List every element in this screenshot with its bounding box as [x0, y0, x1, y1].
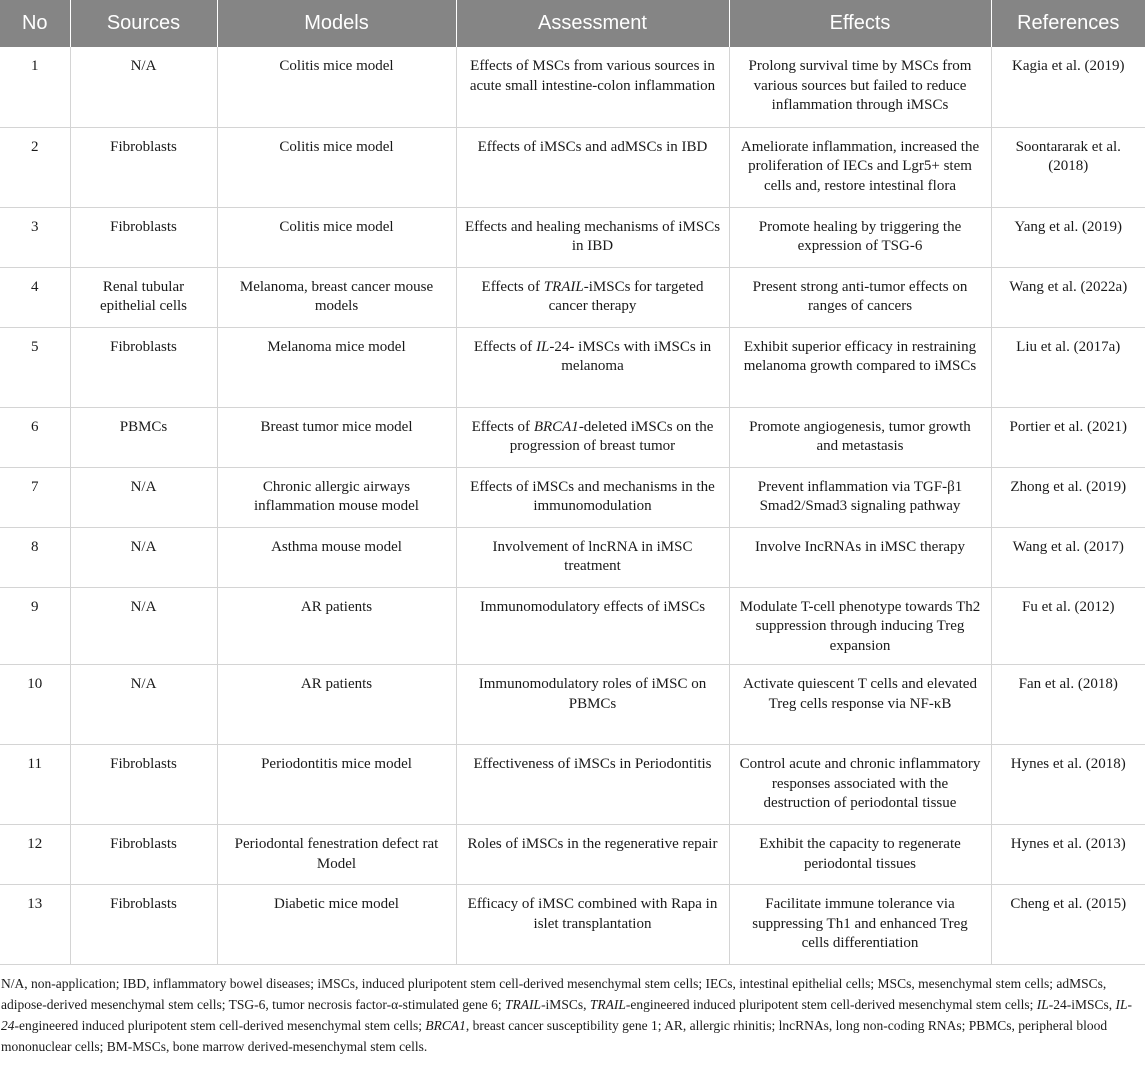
cell-source: Fibroblasts — [70, 745, 217, 825]
footnote-text: -24-iMSCs, — [1048, 997, 1116, 1012]
table-row — [0, 587, 1145, 665]
cell-reference: Hynes et al. (2018) — [991, 745, 1145, 825]
cell-no: 9 — [0, 587, 70, 665]
table-row — [0, 47, 1145, 127]
assessment-text: Effects of iMSCs and adMSCs in IBD — [477, 138, 708, 155]
cell-model: Diabetic mice model — [217, 885, 456, 965]
cell-no: 8 — [0, 527, 70, 587]
assessment-text: Effects of MSCs from various sources in acute small intestine-colon inflammation — [469, 58, 716, 94]
cell-no: 5 — [0, 327, 70, 407]
assessment-text: Involvement of lncRNA in iMSC treatment — [492, 538, 693, 574]
table-row — [0, 825, 1145, 885]
cell-effect: Ameliorate inflammation, increased the proliferation of IECs and Lgr5+ stem cells and, restore intestinal flora — [729, 127, 991, 207]
cell-reference: Zhong et al. (2019) — [991, 467, 1145, 527]
cell-model: Melanoma, breast cancer mouse models — [217, 267, 456, 327]
footnote-text: , breast cancer susceptibility gene 1; AR, allergic rhinitis; lncRNAs, long non-coding RNAs; PBMCs, peripheral blood mononuclear cells; BM-MSCs, bone marrow derived-mesenchymal stem cells. — [1, 1018, 1108, 1054]
cell-no: 12 — [0, 825, 70, 885]
cell-effect: Exhibit the capacity to regenerate periodontal tissues — [729, 825, 991, 885]
cell-assessment — [456, 327, 729, 407]
header-models: Models — [217, 0, 456, 47]
cell-assessment — [456, 47, 729, 127]
cell-reference: Wang et al. (2022a) — [991, 267, 1145, 327]
assessment-text: Efficacy of iMSC combined with Rapa in islet transplantation — [467, 896, 718, 932]
table-row — [0, 327, 1145, 407]
cell-assessment — [456, 207, 729, 267]
assessment-text: Effectiveness of iMSCs in Periodontitis — [473, 756, 712, 772]
cell-reference: Yang et al. (2019) — [991, 207, 1145, 267]
cell-model: AR patients — [217, 665, 456, 745]
cell-model: Chronic allergic airways inflammation mouse model — [217, 467, 456, 527]
cell-assessment — [456, 267, 729, 327]
assessment-text: Effects of — [473, 338, 537, 355]
cell-model: Melanoma mice model — [217, 327, 456, 407]
assessment-text: Effects and healing mechanisms of iMSCs in IBD — [464, 218, 721, 254]
assessment-text: Effects of — [471, 418, 534, 435]
cell-source: Fibroblasts — [70, 327, 217, 407]
cell-model: Breast tumor mice model — [217, 407, 456, 467]
assessment-text: -iMSCs for targeted cancer therapy — [548, 278, 704, 314]
table-header-row — [0, 0, 1145, 47]
cell-no: 3 — [0, 207, 70, 267]
cell-assessment — [456, 885, 729, 965]
assessment-text: Immunomodulatory roles of iMSC on PBMCs — [478, 676, 707, 712]
cell-assessment — [456, 127, 729, 207]
table-row — [0, 127, 1145, 207]
cell-effect: Modulate T-cell phenotype towards Th2 suppression through inducing Treg expansion — [729, 587, 991, 665]
assessment-text: -deleted iMSCs on the progression of breast tumor — [509, 418, 714, 454]
assessment-text: TRAIL — [543, 278, 584, 295]
assessment-text: -24- iMSCs with iMSCs in melanoma — [549, 338, 712, 374]
cell-source: N/A — [70, 47, 217, 127]
cell-source: Fibroblasts — [70, 825, 217, 885]
cell-model: Periodontal fenestration defect rat Model — [217, 825, 456, 885]
table-row — [0, 665, 1145, 745]
cell-assessment — [456, 587, 729, 665]
cell-no: 10 — [0, 665, 70, 745]
header-assessment: Assessment — [456, 0, 729, 47]
cell-no: 7 — [0, 467, 70, 527]
cell-assessment — [456, 665, 729, 745]
header-sources: Sources — [70, 0, 217, 47]
table-row — [0, 267, 1145, 327]
cell-no: 4 — [0, 267, 70, 327]
table-row — [0, 207, 1145, 267]
footnote-text: TRAIL — [589, 997, 626, 1012]
footnote-text: -engineered induced pluripotent stem cell-derived mesenchymal stem cells; — [625, 997, 1037, 1012]
cell-assessment — [456, 407, 729, 467]
cell-effect: Promote healing by triggering the expression of TSG-6 — [729, 207, 991, 267]
cell-source: N/A — [70, 467, 217, 527]
header-no: No — [0, 0, 70, 47]
footnote-text: -engineered induced pluripotent stem cell-derived mesenchymal stem cells; — [14, 1018, 426, 1033]
cell-effect: Present strong anti-tumor effects on ranges of cancers — [729, 267, 991, 327]
cell-reference: Liu et al. (2017a) — [991, 327, 1145, 407]
cell-reference: Fu et al. (2012) — [991, 587, 1145, 665]
assessment-text: Immunomodulatory effects of iMSCs — [479, 598, 706, 615]
cell-reference: Soontararak et al. (2018) — [991, 127, 1145, 207]
cell-effect: Prevent inflammation via TGF-β1 Smad2/Smad3 signaling pathway — [729, 467, 991, 527]
cell-no: 1 — [0, 47, 70, 127]
cell-source: N/A — [70, 527, 217, 587]
cell-assessment — [456, 825, 729, 885]
cell-effect: Promote angiogenesis, tumor growth and metastasis — [729, 407, 991, 467]
footnote-text: N/A, non-application; IBD, inflammatory bowel diseases; iMSCs, induced pluripotent stem cell-derived mesenchymal stem cells; IECs, intestinal epithelial cells; MSCs, mesenchymal stem cells; adMSCs, adipose-derived mesenchymal stem cells; TSG-6, tumor necrosis factor-α-stimulated gene 6; — [1, 976, 1107, 1012]
assessment-text: Effects of iMSCs and mechanisms in the immunomodulation — [470, 478, 715, 514]
table-row — [0, 527, 1145, 587]
table-row — [0, 407, 1145, 467]
cell-no: 11 — [0, 745, 70, 825]
cell-effect: Activate quiescent T cells and elevated Treg cells response via NF-κB — [729, 665, 991, 745]
cell-assessment — [456, 745, 729, 825]
cell-assessment — [456, 527, 729, 587]
cell-source: N/A — [70, 665, 217, 745]
cell-source: Fibroblasts — [70, 885, 217, 965]
footnote-text: BRCA1 — [425, 1018, 466, 1033]
cell-reference: Cheng et al. (2015) — [991, 885, 1145, 965]
cell-no: 6 — [0, 407, 70, 467]
cell-effect: Facilitate immune tolerance via suppressing Th1 and enhanced Treg cells differentiation — [729, 885, 991, 965]
cell-reference: Fan et al. (2018) — [991, 665, 1145, 745]
cell-model: AR patients — [217, 587, 456, 665]
footnote-text: TRAIL — [505, 997, 542, 1012]
assessment-text: Effects of — [481, 278, 544, 295]
cell-source: Fibroblasts — [70, 127, 217, 207]
cell-effect: Prolong survival time by MSCs from various sources but failed to reduce inflammation through iMSCs — [729, 47, 991, 127]
cell-effect: Involve IncRNAs in iMSC therapy — [729, 527, 991, 587]
cell-source: Renal tubular epithelial cells — [70, 267, 217, 327]
assessment-text: Roles of iMSCs in the regenerative repair — [467, 836, 718, 852]
footnote-text: IL — [1036, 997, 1049, 1012]
footnote-text: -iMSCs, — [541, 997, 590, 1012]
assessment-text: BRCA1 — [533, 418, 579, 435]
cell-effect: Control acute and chronic inflammatory responses associated with the destruction of periodontal tissue — [729, 745, 991, 825]
cell-model: Asthma mouse model — [217, 527, 456, 587]
cell-no: 2 — [0, 127, 70, 207]
cell-reference: Kagia et al. (2019) — [991, 47, 1145, 127]
header-effects: Effects — [729, 0, 991, 47]
table-footnote — [0, 965, 1145, 1057]
cell-source: PBMCs — [70, 407, 217, 467]
table-row — [0, 885, 1145, 965]
table-body — [0, 47, 1145, 965]
footnote-text: IL-24 — [1, 997, 1132, 1033]
cell-reference: Portier et al. (2021) — [991, 407, 1145, 467]
cell-reference: Hynes et al. (2013) — [991, 825, 1145, 885]
cell-model: Colitis mice model — [217, 127, 456, 207]
table-row — [0, 467, 1145, 527]
cell-no: 13 — [0, 885, 70, 965]
header-references: References — [991, 0, 1145, 47]
cell-effect: Exhibit superior efficacy in restraining melanoma growth compared to iMSCs — [729, 327, 991, 407]
assessment-text: IL — [536, 338, 550, 355]
cell-assessment — [456, 467, 729, 527]
cell-source: Fibroblasts — [70, 207, 217, 267]
cell-source: N/A — [70, 587, 217, 665]
cell-model: Colitis mice model — [217, 207, 456, 267]
cell-model: Periodontitis mice model — [217, 745, 456, 825]
table-row — [0, 745, 1145, 825]
cell-model: Colitis mice model — [217, 47, 456, 127]
cell-reference: Wang et al. (2017) — [991, 527, 1145, 587]
